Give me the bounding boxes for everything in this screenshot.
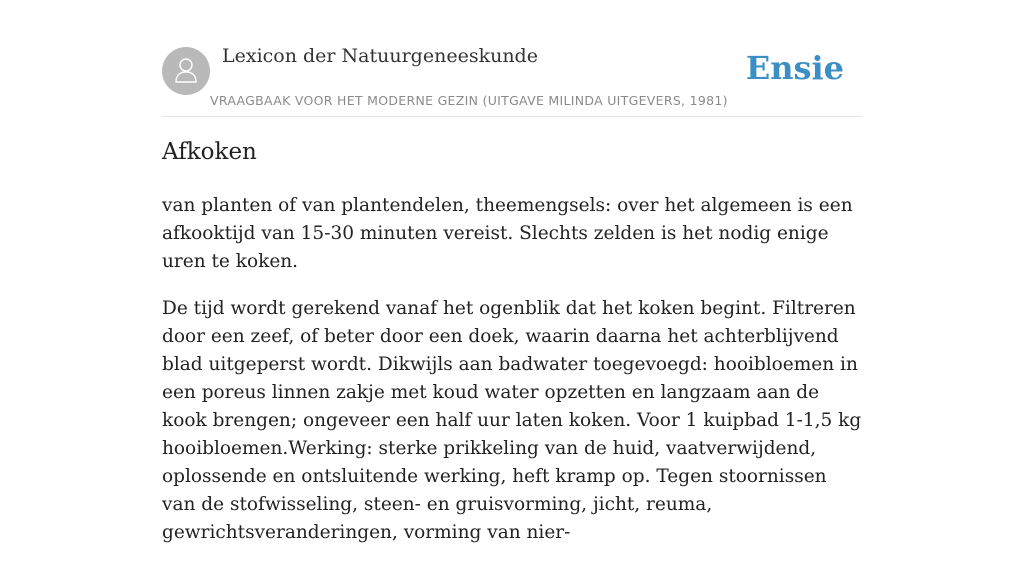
entry-body [162, 192, 862, 566]
page-container [162, 0, 862, 543]
source-header [162, 0, 862, 117]
brand-logo[interactable]: Ensie [745, 49, 844, 87]
source-title[interactable]: Lexicon der Natuurgeneeskunde [222, 45, 538, 67]
source-subtitle: VRAAGBAAK VOOR HET MODERNE GEZIN (UITGAVE MILINDA UITGEVERS, 1981) [210, 93, 728, 108]
entry-paragraph: van planten of van plantendelen, theemengsels: over het algemeen is een afkooktijd van 15-30 minuten vereist. Slechts zelden is het nodig enige uren te koken. [162, 195, 853, 272]
user-icon[interactable] [162, 47, 210, 95]
entry-paragraph: De tijd wordt gerekend vanaf het ogenblik dat het koken begint. Filtreren door een zeef, of beter door een doek, waarin daarna het achterblijvend blad uitgeperst wordt. Dikwijls aan badwater toegevoegd: hooibloemen in een poreus linnen zakje met koud water opzetten en langzaam aan de kook brengen; ongeveer een half uur laten koken. Voor 1 kuipbad 1-1,5 kg hooibloemen.Werking: sterke prikkeling van de huid, vaatverwijdend, oplossende en ontsluitende werking, heft kramp op. Tegen stoornissen van de stofwisseling, steen- en gruisvorming, jicht, reuma, gewrichtsveranderingen, vorming van nier- [162, 298, 862, 543]
entry-title: Afkoken [162, 139, 257, 165]
